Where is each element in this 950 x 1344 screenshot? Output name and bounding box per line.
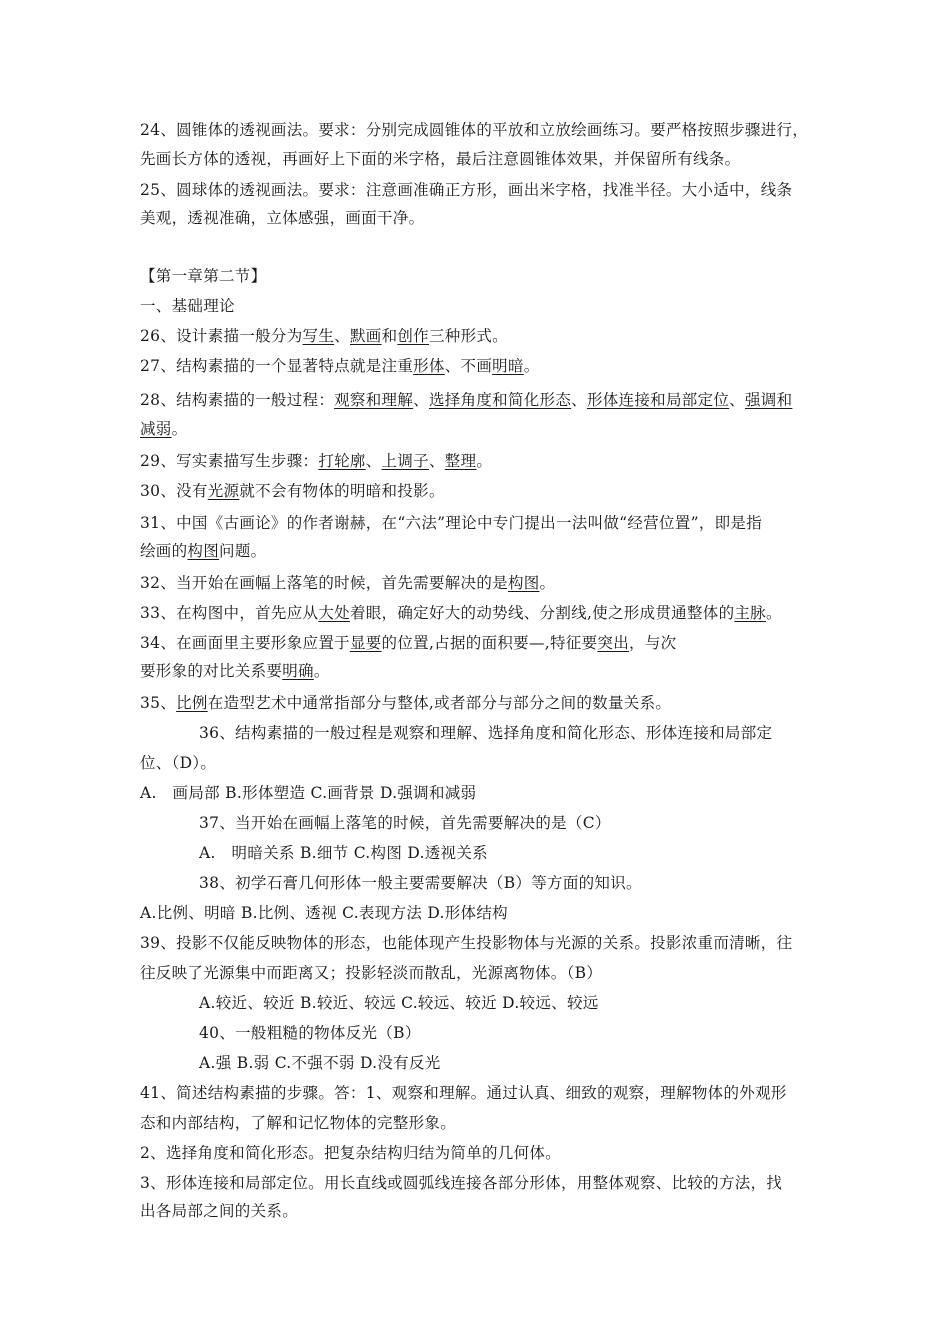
underlined-answer: 光源 (207, 482, 240, 500)
text-line (140, 326, 508, 346)
text-line (140, 693, 671, 713)
text-line (140, 783, 476, 803)
text-run: 2、选择角度和简化形态。把复杂结构归结为简单的几何体。 (140, 1144, 561, 1162)
text-line (140, 963, 602, 983)
underlined-answer: 明暗 (492, 357, 524, 375)
text-run: 29、写实素描写生步骤： (140, 452, 319, 470)
text-run: A. 明暗关系 B.细节 C.构图 D.透视关系 (199, 844, 488, 862)
text-run: 在造型艺术中通常指部分与整体,或者部分与部分之间的数量关系。 (207, 694, 672, 712)
text-line (140, 208, 424, 228)
text-run: 出各局部之间的关系。 (140, 1202, 299, 1220)
text-run: 30、没有 (140, 482, 208, 500)
text-line (140, 419, 187, 439)
underlined-answer: 主脉 (734, 604, 766, 622)
underlined-answer: 明确 (282, 662, 314, 680)
text-line (140, 481, 445, 501)
text-run: 、 (571, 391, 587, 409)
text-run: 【第一章第二节】 (140, 267, 267, 285)
text-run: 24、圆锥体的透视画法。要求：分别完成圆锥体的平放和立放绘画练习。要严格按照步骤进行， (140, 121, 809, 139)
text-run: 31、中国《古画论》的作者谢赫，在“六法”理论中专门提出一法叫做“经营位置”，即是指 (140, 514, 763, 532)
text-line (140, 541, 266, 561)
text-run: 绘画的 (140, 542, 188, 560)
text-run: 。 (313, 662, 330, 680)
underlined-answer: 写生 (302, 327, 335, 345)
text-line (140, 149, 740, 169)
text-line (140, 180, 792, 200)
text-line (140, 603, 782, 623)
underlined-answer: 形体 (413, 357, 445, 375)
text-line (140, 513, 762, 533)
text-line (140, 1113, 456, 1133)
text-run: 38、初学石膏几何形体一般主要需要解决（B）等方面的知识。 (199, 874, 642, 892)
text-run: 27、结构素描的一个显著特点就是注重 (140, 357, 414, 375)
text-run: 。 (765, 604, 782, 622)
underlined-answer: 选择角度和简化形态 (428, 391, 572, 409)
text-line (140, 573, 555, 593)
text-line (140, 390, 792, 410)
underlined-answer: 上调子 (381, 452, 429, 470)
text-run: A.较近、较近 B.较近、较远 C.较远、较近 D.较远、较远 (199, 994, 599, 1012)
text-run: 一、基础理论 (140, 297, 235, 315)
text-run: 35、 (140, 694, 177, 712)
text-run: A.强 B.弱 C.不强不弱 D.没有反光 (199, 1054, 441, 1072)
text-line (140, 451, 492, 471)
text-run: 33、在构图中，首先应从 (140, 604, 319, 622)
text-line (199, 813, 611, 833)
text-run: 34、在画面里主要形象应置于 (140, 634, 350, 652)
text-run: 、 (428, 452, 445, 470)
text-run: 40、一般粗糙的物体反光（B） (199, 1024, 421, 1042)
text-run: 、 (365, 452, 382, 470)
underlined-answer: 默画 (349, 327, 382, 345)
text-run: A. 画局部 B.形体塑造 C.画背景 D.强调和减弱 (140, 784, 477, 802)
underlined-answer: 强调和 (744, 391, 793, 409)
underlined-answer: 构图 (507, 574, 540, 592)
text-run: 问题。 (219, 542, 267, 560)
text-run: 39、投影不仅能反映物体的形态，也能体现产生投影物体与光源的关系。投影浓重而清晰，往 (140, 934, 793, 952)
text-line (140, 1173, 782, 1193)
text-run: 和 (381, 327, 398, 345)
text-line (140, 903, 508, 923)
text-run: 26、设计素描一般分为 (140, 327, 303, 345)
text-run: 。 (476, 452, 493, 470)
underlined-answer: 比例 (176, 694, 208, 712)
text-line (140, 296, 235, 316)
text-run: 25、圆球体的透视画法。要求：注意画准确正方形，画出米字格，找准半径。大小适中，线条 (140, 181, 793, 199)
text-run: 、不画 (444, 357, 493, 375)
text-line (199, 1053, 441, 1073)
underlined-answer: 显要 (349, 634, 382, 652)
text-line (140, 661, 330, 681)
text-run: 37、当开始在画幅上落笔的时候，首先需要解决的是（C） (199, 814, 611, 832)
text-line (140, 1083, 787, 1103)
underlined-answer: 整理 (444, 452, 477, 470)
underlined-answer: 观察和理解 (334, 391, 414, 409)
text-line (140, 1143, 561, 1163)
text-line (140, 633, 676, 653)
text-run: 41、简述结构素描的步骤。答：1、观察和理解。通过认真、细致的观察，理解物体的外观形 (140, 1084, 787, 1102)
text-run: 3、形体连接和局部定位。用长直线或圆弧线连接各部分形体，用整体观察、比较的方法，找 (140, 1174, 783, 1192)
text-run: 就不会有物体的明暗和投影。 (239, 482, 445, 500)
underlined-answer: 打轮廓 (318, 452, 366, 470)
text-run: 的位置,占据的面积要—,特征要 (381, 634, 598, 652)
underlined-answer: 大处 (318, 604, 350, 622)
text-run: 36、结构素描的一般过程是观察和理解、选择角度和简化形态、形体连接和局部定 (199, 724, 773, 742)
underlined-answer: 减弱 (140, 420, 172, 438)
text-run: 先画长方体的透视，再画好上下面的米字格，最后注意圆锥体效果，并保留所有线条。 (140, 150, 741, 168)
text-run: 美观，透视准确，立体感强，画面干净。 (140, 209, 425, 227)
text-run: 态和内部结构，了解和记忆物体的完整形象。 (140, 1114, 457, 1132)
text-line (140, 933, 792, 953)
text-line (140, 120, 808, 140)
text-run: 。 (523, 357, 540, 375)
text-run: 要形象的对比关系要 (140, 662, 283, 680)
text-line (140, 1201, 298, 1221)
text-run: A.比例、明暗 B.比例、透视 C.表现方法 D.形体结构 (140, 904, 508, 922)
text-run: 着眼，确定好大的动势线、分割线,使之形成贯通整体的 (349, 604, 735, 622)
text-run: 位、（D）。 (140, 754, 217, 772)
text-run: 。 (171, 420, 188, 438)
text-line (140, 356, 540, 376)
underlined-answer: 突出 (597, 634, 630, 652)
text-line (199, 723, 772, 743)
text-line (140, 266, 266, 286)
text-run: 往反映了光源集中而距离又；投影轻淡而散乱，光源离物体。（B） (140, 964, 603, 982)
text-line (199, 873, 642, 893)
text-run: 、 (413, 391, 429, 409)
text-run: 。 (539, 574, 556, 592)
underlined-answer: 构图 (187, 542, 220, 560)
text-run: 、 (729, 391, 745, 409)
text-line (140, 753, 216, 773)
text-run: ，与次 (629, 634, 677, 652)
text-line (199, 993, 599, 1013)
text-run: 32、当开始在画幅上落笔的时候，首先需要解决的是 (140, 574, 508, 592)
text-line (199, 1023, 421, 1043)
text-run: 28、结构素描的一般过程： (140, 391, 335, 409)
text-run: 、 (334, 327, 350, 345)
text-run: 三种形式。 (428, 327, 508, 345)
underlined-answer: 创作 (397, 327, 429, 345)
text-line (199, 843, 488, 863)
underlined-answer: 形体连接和局部定位 (586, 391, 730, 409)
